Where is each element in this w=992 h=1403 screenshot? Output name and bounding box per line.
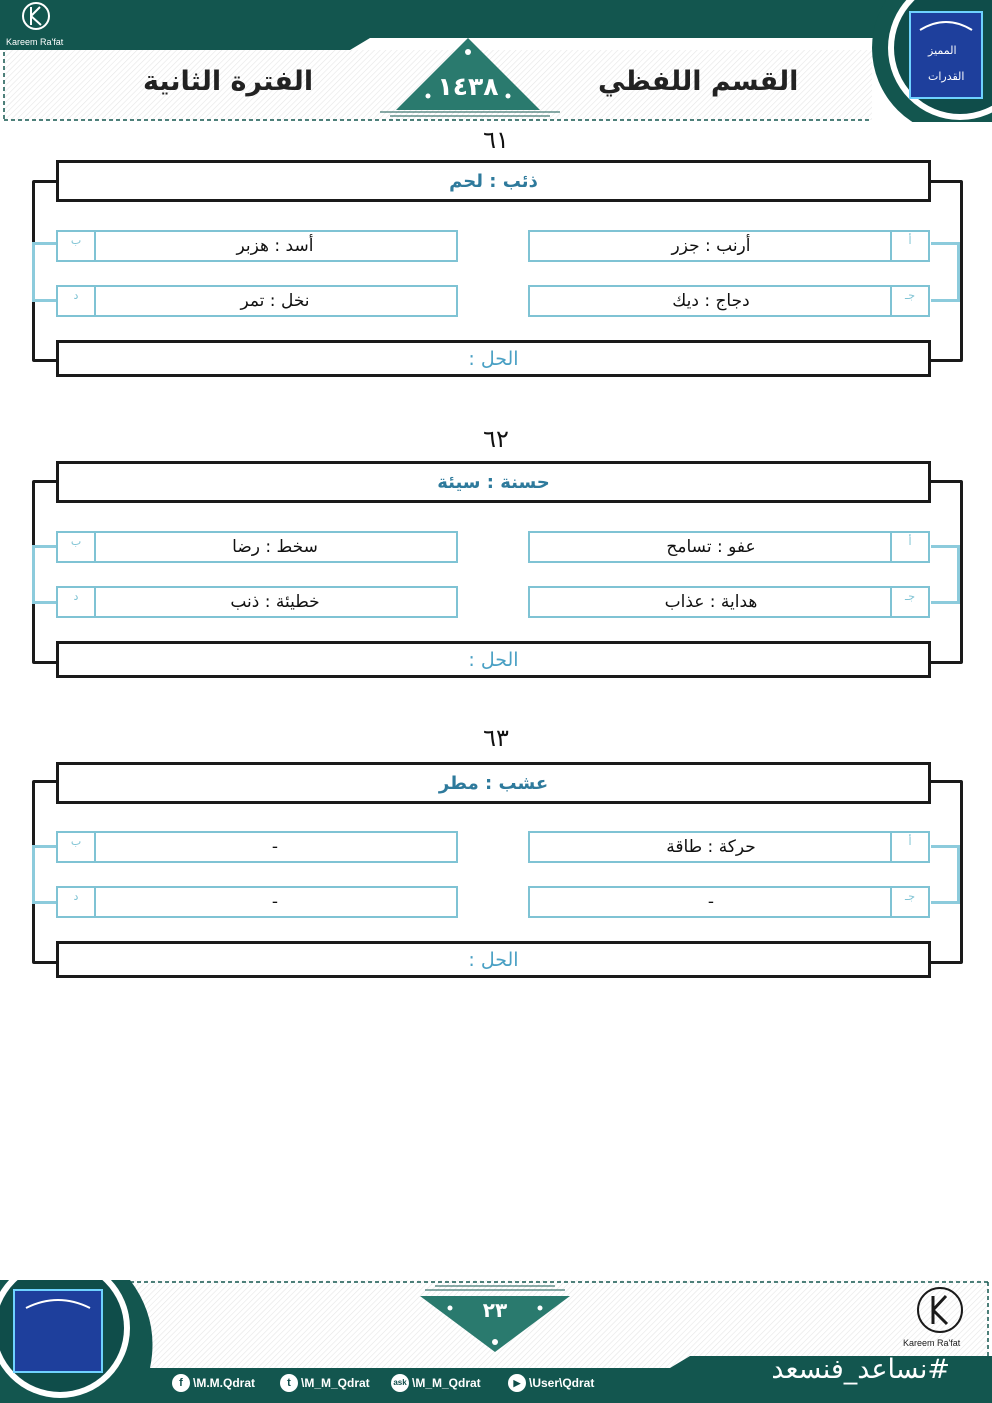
logo-text-line2: القدرات: [928, 70, 965, 83]
social-twitter[interactable]: [280, 1374, 370, 1392]
option-letter: د: [58, 287, 96, 315]
option-letter: ب: [58, 533, 96, 561]
book-logo-icon: [0, 1280, 132, 1398]
right-option-bracket: [931, 845, 960, 904]
option-a[interactable]: [528, 230, 930, 262]
option-c[interactable]: [528, 586, 930, 618]
option-text: عفو : تسامح: [666, 537, 756, 557]
option-d[interactable]: [56, 586, 458, 618]
social-youtube[interactable]: [508, 1374, 594, 1392]
period-title: الفترة الثانية: [143, 66, 314, 97]
twitter-icon: t: [280, 1374, 298, 1392]
question-frame: [32, 180, 963, 362]
solution-field[interactable]: الحل :: [56, 340, 931, 377]
question-number: ٦١: [483, 126, 509, 154]
option-b[interactable]: [56, 230, 458, 262]
option-letter: أ: [890, 533, 928, 561]
question-number: ٦٢: [483, 425, 509, 453]
option-c[interactable]: [528, 285, 930, 317]
option-text: خطيئة : ذنب: [230, 592, 320, 612]
social-facebook[interactable]: [172, 1374, 255, 1392]
option-letter: جـ: [890, 888, 928, 916]
youtube-icon: ▶: [508, 1374, 526, 1392]
option-text: دجاج : ديك: [672, 291, 750, 311]
option-text: سخط : رضا: [232, 537, 318, 557]
social-handle: \M.M.Qdrat: [193, 1376, 255, 1390]
option-text: نخل : تمر: [240, 291, 310, 311]
facebook-icon: f: [172, 1374, 190, 1392]
brand-name: Kareem Ra'fat: [903, 1338, 961, 1348]
logo-text-line1: المميز: [928, 44, 957, 57]
option-letter: أ: [890, 833, 928, 861]
option-letter: جـ: [890, 588, 928, 616]
social-handle: \M_M_Qdrat: [301, 1376, 370, 1390]
question-stem: ذئب : لحم: [56, 160, 931, 202]
option-d[interactable]: [56, 285, 458, 317]
question-stem: عشب : مطر: [56, 762, 931, 804]
option-text: أسد : هزبر: [236, 236, 314, 256]
left-option-bracket: [32, 242, 56, 302]
question-stem: حسنة : سيئة: [56, 461, 931, 503]
option-letter: د: [58, 888, 96, 916]
option-text: أرنب : جزر: [671, 236, 751, 256]
year-label: ١٤٣٨: [437, 72, 499, 101]
question-frame: [32, 480, 963, 664]
option-letter: ب: [58, 833, 96, 861]
left-option-bracket: [32, 545, 56, 604]
option-b[interactable]: [56, 831, 458, 863]
section-title: القسم اللفظي: [598, 66, 799, 97]
hashtag: #نساعد_فنسعد: [771, 1354, 950, 1385]
option-letter: ب: [58, 232, 96, 260]
left-option-bracket: [32, 845, 56, 904]
option-b[interactable]: [56, 531, 458, 563]
askfm-icon: ask: [391, 1374, 409, 1392]
social-handle: \M_M_Qdrat: [412, 1376, 481, 1390]
option-letter: د: [58, 588, 96, 616]
option-text: -: [271, 892, 279, 912]
option-text: -: [271, 837, 279, 857]
option-a[interactable]: [528, 831, 930, 863]
option-text: هداية : عذاب: [664, 592, 758, 612]
option-text: حركة : طاقة: [666, 837, 756, 857]
option-c[interactable]: [528, 886, 930, 918]
right-option-bracket: [931, 545, 960, 604]
right-option-bracket: [931, 242, 960, 302]
solution-field[interactable]: الحل :: [56, 641, 931, 678]
option-text: -: [707, 892, 715, 912]
book-logo-icon: [870, 0, 992, 122]
solution-field[interactable]: الحل :: [56, 941, 931, 978]
social-handle: \User\Qdrat: [529, 1376, 595, 1390]
question-number: ٦٣: [483, 724, 509, 752]
question-frame: [32, 780, 963, 964]
brand-name: Kareem Ra'fat: [6, 37, 64, 47]
option-letter: جـ: [890, 287, 928, 315]
page-number: ٢٣: [482, 1298, 508, 1322]
option-d[interactable]: [56, 886, 458, 918]
option-letter: أ: [890, 232, 928, 260]
social-askfm[interactable]: [391, 1374, 481, 1392]
option-a[interactable]: [528, 531, 930, 563]
